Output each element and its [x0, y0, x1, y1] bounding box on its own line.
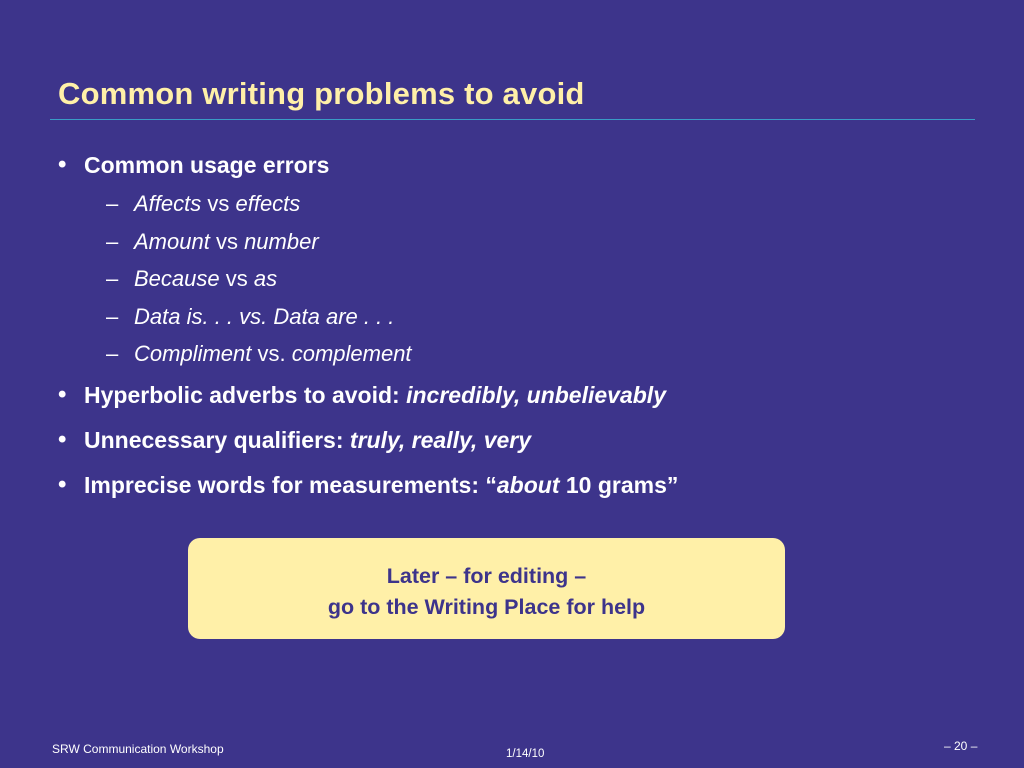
bullet-text: Hyperbolic adverbs to avoid: — [84, 381, 407, 408]
bullet-emphasis: about — [496, 471, 560, 498]
bullet-icon: • — [58, 470, 67, 498]
sub-item-term-a: Compliment — [134, 341, 252, 366]
slide-title: Common writing problems to avoid — [58, 76, 585, 111]
bullet-item-hyperbolic-adverbs — [58, 378, 978, 412]
bullet-tail: 10 grams” — [559, 471, 679, 498]
sub-item-term-a: Affects — [134, 191, 202, 216]
dash-icon: – — [106, 228, 119, 254]
sub-item-connector: vs. — [251, 341, 292, 366]
sub-item-term-b: as — [253, 266, 278, 291]
callout-line-2: go to the Writing Place for help — [327, 595, 646, 619]
usage-errors-sublist — [58, 185, 978, 373]
dash-icon: – — [106, 303, 119, 329]
bullet-item-imprecise-words — [58, 468, 978, 502]
sub-item — [58, 298, 978, 336]
sub-item-term-a: Because — [134, 266, 220, 291]
sub-item-term-b: number — [244, 228, 319, 254]
dash-icon: – — [106, 341, 119, 366]
sub-item-term-b: complement — [291, 341, 412, 366]
bullet-list — [58, 148, 978, 502]
bullet-emphasis: truly, really, very — [349, 426, 532, 453]
bullet-emphasis: incredibly, unbelievably — [406, 381, 666, 408]
bullet-item-usage-errors — [58, 148, 978, 182]
bullet-icon: • — [58, 151, 67, 178]
bullet-text: Common usage errors — [84, 152, 330, 178]
sub-item-term-a: Data is. . . vs. Data are . . . — [134, 303, 395, 329]
sub-item-term-a: Amount — [134, 228, 210, 254]
sub-item — [58, 260, 978, 298]
dash-icon: – — [106, 191, 119, 216]
title-divider — [50, 119, 975, 120]
footer-workshop-name: SRW Communication Workshop — [52, 742, 224, 756]
dash-icon: – — [106, 266, 119, 291]
bullet-icon: • — [58, 380, 67, 408]
footer-page-number: – 20 – — [944, 739, 978, 753]
sub-item-term-b: effects — [235, 191, 301, 216]
sub-item-connector: vs — [209, 228, 245, 254]
bullet-text: Imprecise words for measurements: “ — [84, 471, 497, 498]
sub-item-connector: vs — [219, 266, 254, 291]
callout-box — [188, 538, 785, 639]
sub-item — [58, 185, 978, 223]
sub-item — [58, 335, 978, 373]
sub-item-connector: vs — [201, 191, 236, 216]
sub-item — [58, 223, 978, 261]
bullet-icon: • — [58, 425, 67, 453]
footer-date: 1/14/10 — [506, 748, 545, 760]
bullet-item-unnecessary-qualifiers — [58, 423, 978, 457]
bullet-text: Unnecessary qualifiers: — [84, 426, 350, 453]
callout-line-1: Later – for editing – — [386, 564, 587, 588]
